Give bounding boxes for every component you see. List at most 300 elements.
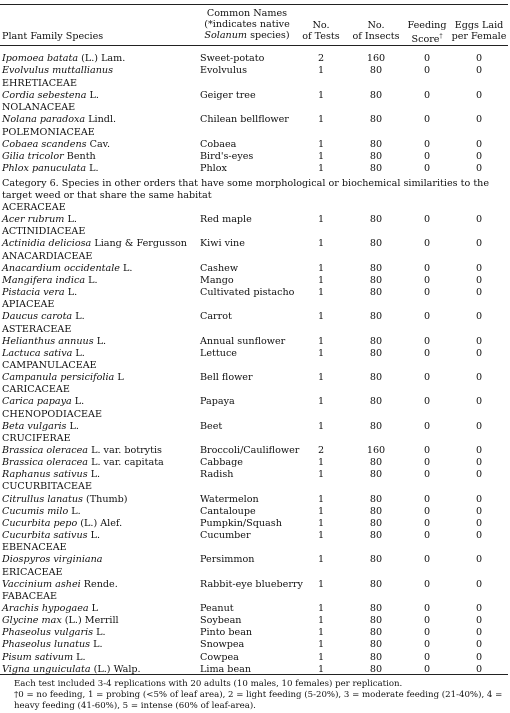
tests-count: 1 [317,114,325,126]
category-6-heading: Category 6. Species in other orders that have some morphological or biochemical similarities to the target weed or that share the same habitat [2,178,490,201]
species-authority: L. [96,627,106,639]
insects-count: 80 [369,663,383,675]
species-authority: L. [71,505,81,517]
eggs-per-female: 0 [475,163,483,175]
eggs-per-female: 0 [475,287,483,299]
species-cell [2,114,116,126]
common-name: Watermelon [200,493,259,505]
tests-count: 1 [317,89,325,101]
species-name: Campanula persicifolia [2,372,115,384]
feeding-score: 0 [423,517,431,529]
family-row [0,360,510,372]
feeding-score: 0 [423,372,431,384]
species-name: Acer rubrum [2,214,65,226]
species-authority: (Thumb) [86,493,128,505]
species-cell [2,396,84,408]
species-authority: L. [123,262,133,274]
family-row [0,127,510,139]
insects-count: 80 [369,651,383,663]
eggs-per-female: 0 [475,530,483,542]
species-cell [2,518,122,530]
species-cell [2,53,125,65]
species-name: Brassica oleracea [2,457,89,469]
common-name: Cucumber [200,530,251,542]
table-row [0,372,510,384]
common-name: Papaya [200,396,235,408]
tests-count: 2 [317,445,325,456]
tests-count: 1 [317,372,325,384]
species-authority: L [91,602,99,614]
species-name: Vigna unguiculata [2,663,91,675]
tests-count: 1 [317,396,325,408]
tests-count: 1 [317,65,325,77]
tests-count: 1 [317,639,325,651]
family-row [0,202,510,214]
feeding-score: 0 [423,65,431,77]
species-name: Cordia sebestena [2,89,87,101]
header-bottom-rule [0,45,508,46]
common-name: Sweet-potato [200,53,265,64]
family-row [0,324,510,336]
species-authority: Benth [66,151,96,162]
insects-count: 80 [369,578,383,590]
family-row [0,226,510,238]
insects-count: 80 [369,138,383,150]
common-name: Chilean bellflower [200,114,289,126]
header-eggs [450,20,508,42]
species-name: Cucumis milo [2,505,69,517]
eggs-per-female: 0 [475,238,483,250]
species-name: Brassica oleracea [2,445,89,456]
insects-count: 80 [369,505,383,517]
feeding-score: 0 [423,114,431,126]
header-common-line3 [196,30,298,41]
insects-count: 80 [369,615,383,627]
common-name: Evolvulus [200,65,248,77]
species-cell [2,445,162,457]
insects-count: 80 [369,396,383,408]
table-row [0,311,510,323]
species-authority: L. var. capitata [91,457,164,469]
family-name: CRUCIFERAE [2,432,71,444]
eggs-per-female: 0 [475,469,483,481]
feeding-score: 0 [423,335,431,347]
header-common-suffix: species) [250,30,290,41]
family-name: CARICACEAE [2,384,70,396]
feeding-score: 0 [423,651,431,663]
footnote-feeding-score: †0 = no feeding, 1 = probing (<5% of leaf area), 2 = light feeding (5-20%), 3 = moderate feeding (21-40%), 4 = heavy feeding (41-60%), 5 = intense (60% of leaf-area). [14,690,503,711]
insects-count: 80 [369,151,383,162]
tests-count: 1 [317,335,325,347]
species-name: Vaccinium ashei [2,578,81,590]
eggs-per-female: 0 [475,445,483,456]
species-name: Cucurbita pepo [2,517,78,529]
insects-count: 80 [369,469,383,481]
tests-count: 1 [317,457,325,469]
feeding-score: 0 [423,311,431,323]
table-row [0,421,510,433]
insects-count: 80 [369,311,383,323]
tests-count: 1 [317,663,325,675]
species-name: Anacardium occidentale [2,262,120,274]
common-name: Annual sunflower [200,335,286,347]
species-authority: L. [96,335,107,347]
tests-count: 1 [317,274,325,286]
common-name: Radish [200,469,234,481]
species-authority: (L.) Walp. [93,663,141,675]
species-authority: (L.) Lam. [81,53,126,64]
eggs-per-female: 0 [475,372,483,384]
table-row [0,639,510,651]
tests-count: 1 [317,517,325,529]
family-row [0,78,510,90]
insects-count: 160 [366,445,386,456]
footnote-replications: Each test included 3-4 replications with 20 adults (10 males, 10 females) per replication. [14,679,403,689]
species-name: Lactuca sativa [2,347,73,359]
common-name: Lima bean [200,663,252,675]
family-row [0,591,510,603]
header-common-names [196,8,298,41]
header-score-text: Score [411,34,440,46]
species-cell [2,163,99,175]
species-cell [2,151,96,163]
family-name: APIACEAE [2,299,55,311]
eggs-per-female: 0 [475,151,483,162]
species-name: Cobaea scandens [2,138,87,150]
tests-count: 1 [317,287,325,299]
species-name: Helianthus annuus [2,335,94,347]
insects-count: 80 [369,65,383,77]
family-row [0,567,510,579]
species-authority: Rende. [83,578,118,590]
tests-count: 1 [317,238,325,250]
feeding-score: 0 [423,274,431,286]
table-row [0,163,510,175]
species-authority: L. [74,396,85,408]
eggs-per-female: 0 [475,505,483,517]
species-cell [2,615,119,627]
table-row [0,457,510,469]
header-score-line2 [404,31,450,45]
species-authority: (L.) Merrill [64,615,119,627]
header-common-line2: (*indicates native [204,19,290,30]
eggs-per-female: 0 [475,651,483,663]
tests-count: 1 [317,262,325,274]
family-name: EHRETIACEAE [2,77,77,89]
common-name: Peanut [200,602,234,614]
species-name: Mangifera indica [2,274,86,286]
insects-count: 80 [369,457,383,469]
species-cell [2,238,187,250]
table-row [0,506,510,518]
table-row [0,238,510,250]
species-name: Daucus carota [2,311,73,323]
tests-count: 1 [317,151,325,162]
common-name: Pinto bean [200,627,253,639]
species-authority: L. [67,214,77,226]
species-authority: L. [89,163,99,175]
species-authority: L. [93,639,103,651]
family-row [0,481,510,493]
eggs-per-female: 0 [475,311,483,323]
eggs-per-female: 0 [475,602,483,614]
table-row [0,214,510,226]
species-authority: Liang & Fergusson [94,238,187,250]
species-cell [2,579,118,591]
header-eggs-line2: per Female [451,31,507,42]
feeding-score: 0 [423,262,431,274]
tests-count: 1 [317,347,325,359]
table-row [0,445,510,457]
species-authority: L. [67,287,78,299]
species-name: Beta vulgaris [2,420,67,432]
common-name: Cobaea [200,138,237,150]
tests-count: 1 [317,578,325,590]
tests-count: 1 [317,615,325,627]
common-name: Soybean [200,615,242,627]
table-bottom-rule [0,674,508,675]
species-cell [2,139,110,151]
insects-count: 80 [369,262,383,274]
table-row [0,579,510,591]
insects-count: 80 [369,335,383,347]
feeding-score: 0 [423,639,431,651]
species-name: Evolvulus muttallianus [2,65,113,77]
species-cell [2,554,103,566]
species-authority: Lindl. [88,114,117,126]
eggs-per-female: 0 [475,639,483,651]
header-tests-line1: No. [312,20,330,31]
feeding-score: 0 [423,287,431,299]
eggs-per-female: 0 [475,53,483,64]
table-row [0,263,510,275]
family-name: ACERACEAE [2,202,66,213]
tests-count: 1 [317,651,325,663]
table-row [0,275,510,287]
feeding-score: 0 [423,627,431,639]
species-authority: L. var. botrytis [91,445,162,456]
insects-count: 80 [369,214,383,226]
common-name: Beet [200,420,223,432]
insects-count: 80 [369,372,383,384]
species-cell [2,90,99,102]
species-name: Phlox panuculata [2,163,87,175]
common-name: Rabbit-eye blueberry [200,578,303,590]
header-insects [348,20,404,42]
feeding-score: 0 [423,615,431,627]
eggs-per-female: 0 [475,89,483,101]
eggs-per-female: 0 [475,262,483,274]
table-row [0,652,510,664]
common-name: Snowpea [200,639,245,651]
species-name: Diospyros virginiana [2,554,103,566]
species-authority: L. [90,530,101,542]
eggs-per-female: 0 [475,214,483,226]
eggs-per-female: 0 [475,347,483,359]
species-cell [2,639,103,651]
species-name: Ipomoea batata [2,53,79,64]
eggs-per-female: 0 [475,457,483,469]
common-name: Mango [200,274,234,286]
species-cell [2,652,86,664]
family-name: CHENOPODIACEAE [2,408,102,420]
feeding-score: 0 [423,578,431,590]
species-authority: L. [89,89,99,101]
species-cell [2,65,113,77]
species-authority: L. [88,274,98,286]
header-species: Plant Family Species [2,31,104,42]
tests-count: 1 [317,138,325,150]
common-name: Cowpea [200,651,239,663]
species-cell [2,603,98,615]
tests-count: 2 [317,53,325,64]
species-cell [2,263,132,275]
tests-count: 1 [317,627,325,639]
species-authority: L. [75,311,85,323]
feeding-score: 0 [423,396,431,408]
table-top-rule [0,4,508,5]
eggs-per-female: 0 [475,420,483,432]
header-insects-line2: of Insects [352,31,400,42]
species-cell [2,506,81,518]
species-name: Pistacia vera [2,287,65,299]
insects-count: 80 [369,530,383,542]
family-row [0,102,510,114]
feeding-score: 0 [423,530,431,542]
feeding-score: 0 [423,420,431,432]
eggs-per-female: 0 [475,615,483,627]
species-name: Raphanus sativus [2,469,88,481]
family-name: POLEMONIACEAE [2,126,95,138]
table-row [0,494,510,506]
common-name: Bird's-eyes [200,151,254,162]
table-row [0,396,510,408]
table-row [0,90,510,102]
feeding-score: 0 [423,493,431,505]
species-authority: L. [69,420,79,432]
species-name: Gilia tricolor [2,151,64,162]
common-name: Carrot [200,311,232,323]
species-cell [2,275,98,287]
table-row [0,627,510,639]
species-authority: L. [90,469,101,481]
eggs-per-female: 0 [475,335,483,347]
feeding-score: 0 [423,163,431,175]
family-name: ERICACEAE [2,566,63,578]
feeding-score: 0 [423,469,431,481]
species-name: Cucurbita sativus [2,530,88,542]
common-name: Lettuce [200,347,237,359]
tests-count: 1 [317,469,325,481]
table-row [0,518,510,530]
species-cell [2,287,77,299]
insects-count: 80 [369,493,383,505]
family-name: NOLANACEAE [2,102,76,113]
common-name: Cashew [200,262,239,274]
species-cell [2,214,77,226]
family-name: FABACEAE [2,590,58,602]
family-row [0,299,510,311]
species-name: Glycine max [2,615,62,627]
insects-count: 80 [369,238,383,250]
family-name: CUCURBITACEAE [2,481,92,493]
species-name: Actinidia deliciosa [2,238,92,250]
species-name: Nolana paradoxa [2,114,86,126]
table-row [0,348,510,360]
common-name: Cantaloupe [200,505,256,517]
common-name: Kiwi vine [200,238,245,250]
family-name: EBENACEAE [2,542,67,554]
common-name: Pumpkin/Squash [200,517,282,529]
species-cell [2,421,79,433]
tests-count: 1 [317,493,325,505]
feeding-score: 0 [423,138,431,150]
feeding-score: 0 [423,238,431,250]
common-name: Bell flower [200,372,253,384]
insects-count: 80 [369,639,383,651]
feeding-score: 0 [423,457,431,469]
feeding-score: 0 [423,602,431,614]
insects-count: 80 [369,274,383,286]
species-name: Arachis hypogaea [2,602,89,614]
header-common-line1: Common Names [206,8,288,19]
table-row [0,139,510,151]
species-name: Carica papaya [2,396,72,408]
eggs-per-female: 0 [475,493,483,505]
family-name: ASTERACEAE [2,323,72,335]
species-cell [2,336,106,348]
species-cell [2,372,124,384]
table-row [0,336,510,348]
family-row [0,542,510,554]
feeding-score: 0 [423,347,431,359]
eggs-per-female: 0 [475,274,483,286]
insects-count: 80 [369,163,383,175]
species-authority: L. [75,347,85,359]
tests-count: 1 [317,505,325,517]
eggs-per-female: 0 [475,517,483,529]
species-name: Phaseolus lunatus [2,639,91,651]
species-authority: L. [76,651,86,663]
family-name: CAMPANULACEAE [2,359,97,371]
tests-count: 1 [317,214,325,226]
species-cell [2,494,128,506]
table-row [0,287,510,299]
feeding-score: 0 [423,554,431,566]
header-common-solanum: Solanum [204,30,247,41]
header-insects-line1: No. [367,20,385,31]
species-name: Citrullus lanatus [2,493,83,505]
eggs-per-female: 0 [475,138,483,150]
family-name: ACTINIDIACEAE [2,226,86,238]
table-row [0,151,510,163]
eggs-per-female: 0 [475,627,483,639]
common-name: Phlox [200,163,227,175]
table-row [0,615,510,627]
species-cell [2,457,164,469]
eggs-per-female: 0 [475,554,483,566]
common-name: Geiger tree [200,89,256,101]
common-name: Red maple [200,214,252,226]
feeding-score: 0 [423,151,431,162]
insects-count: 80 [369,517,383,529]
tests-count: 1 [317,530,325,542]
common-name: Persimmon [200,554,255,566]
insects-count: 80 [369,602,383,614]
family-row [0,251,510,263]
common-name: Cultivated pistacho [200,287,295,299]
feeding-score: 0 [423,89,431,101]
